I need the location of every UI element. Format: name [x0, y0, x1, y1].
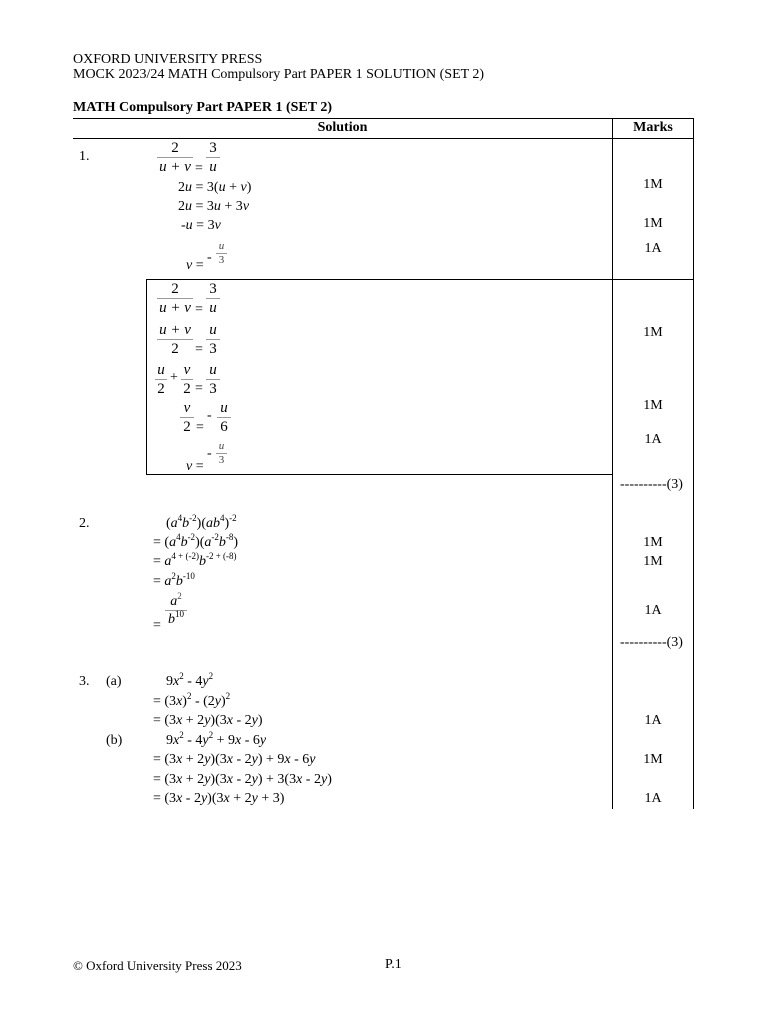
section-title: MATH Compulsory Part PAPER 1 (SET 2) [73, 100, 332, 115]
col-header-marks: Marks [633, 120, 673, 135]
question-number: 2. [79, 516, 90, 531]
mark: 1A [644, 713, 662, 728]
q1-step: 2u = 3(u + v) [178, 180, 252, 195]
mark: 1M [643, 177, 663, 192]
mark: 1M [643, 535, 663, 550]
footer-copyright: © Oxford University Press 2023 [73, 958, 242, 973]
mark: 1M [643, 398, 663, 413]
mark: 1A [644, 791, 662, 806]
col-header-solution: Solution [317, 120, 368, 135]
q2-answer-fraction: $a^2$ $b^{10}$ [165, 594, 187, 629]
question-total: ----------(3) [620, 477, 683, 492]
question-total: ----------(3) [620, 635, 683, 650]
question-number: 1. [79, 149, 90, 164]
mark: 1A [644, 241, 662, 256]
mark: 1M [643, 325, 663, 340]
q1-step: 2u = 3u + 3v [178, 199, 250, 214]
q1-step: -u = 3v [181, 218, 221, 233]
paper-title: MOCK 2023/24 MATH Compulsory Part PAPER 1 SOLUTION (SET 2) [73, 67, 485, 82]
mark: 1M [643, 216, 663, 231]
part-label-a: (a) [106, 674, 122, 689]
question-number: 3. [79, 674, 90, 689]
q1-answer: v = [186, 258, 208, 273]
q1-fraction-rhs: 3 u [206, 139, 220, 176]
mark: 1M [643, 752, 663, 767]
mark: 1M [643, 554, 663, 569]
mark: 1A [644, 603, 662, 618]
page-number: P.1 [385, 957, 402, 972]
mark: 1A [644, 432, 662, 447]
publisher-name: OXFORD UNIVERSITY PRESS [73, 52, 263, 67]
q1-answer-fraction: u 3 [216, 240, 227, 267]
part-label-b: (b) [106, 733, 123, 748]
q1-fraction-lhs: 2 u + v [157, 139, 193, 176]
